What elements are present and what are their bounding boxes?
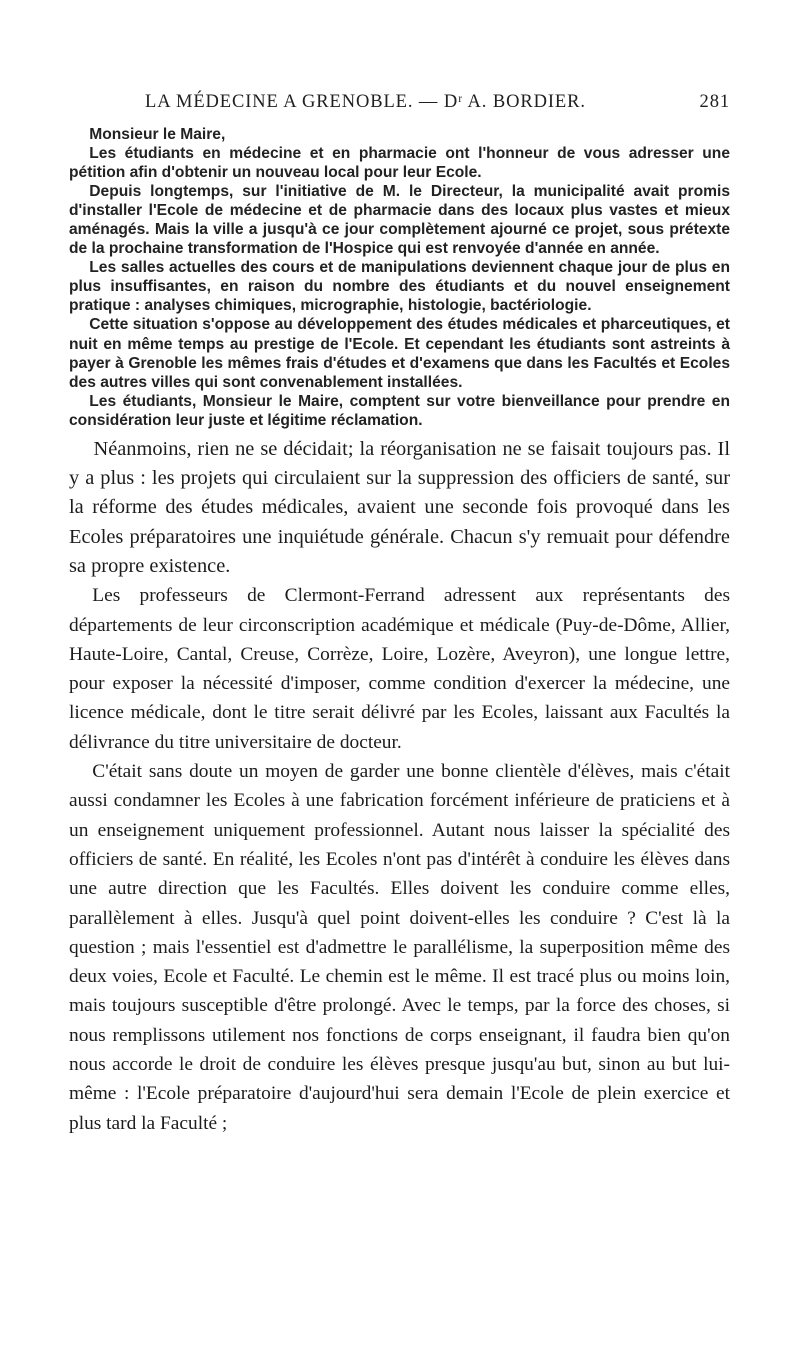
body-paragraph: Néanmoins, rien ne se décidait; la réorganisation ne se faisait toujours pas. Il y a plus : les projets qui circulaient sur la suppression des officiers de santé, sur la réforme des études médicales, avaient une seconde fois provoqué dans les Ecoles préparatoires une inquiétude générale. Chacun s'y remuait pour défendre sa propre existence. xyxy=(69,437,730,577)
quoted-petition-letter xyxy=(69,125,730,430)
body-text xyxy=(69,435,730,1138)
letter-paragraph: Les salles actuelles des cours et de manipulations deviennent chaque jour de plus en plus insuffisantes, en raison du nombre des étudiants et du nouvel enseignement pratique : analyses chimiques, micrographie, histologie, bactériologie. xyxy=(69,259,730,315)
body-paragraph: Les professeurs de Clermont-Ferrand adressent aux représentants des départements de leur circonscription académique et médicale (Puy-de-Dôme, Allier, Haute-Loire, Cantal, Creuse, Corrèze, Loire, Lozère, Aveyron), une longue lettre, pour exposer la nécessité d'imposer, comme condition d'exercer la médecine, une licence médicale, dont le titre serait délivré par les Ecoles, laissant aux Facultés la délivrance du titre universitaire de docteur. xyxy=(69,585,730,753)
letter-paragraph: Depuis longtemps, sur l'initiative de M. le Directeur, la municipalité avait promis d'installer l'Ecole de médecine et de pharmacie dans des locaux plus vastes et mieux aménagés. Mais la ville a jusqu'à ce jour complètement ajourné ce projet, sous prétexte de la prochaine transformation de l'Hospice qui est renvoyée d'année en année. xyxy=(69,183,730,258)
letter-paragraph: Les étudiants, Monsieur le Maire, comptent sur votre bienveillance pour prendre en considération leur juste et légitime réclamation. xyxy=(69,392,730,429)
running-head xyxy=(69,92,730,122)
letter-paragraph: Les étudiants en médecine et en pharmacie ont l'honneur de vous adresser une pétition afin d'obtenir un nouveau local pour leur Ecole. xyxy=(69,145,730,182)
page-number: 281 xyxy=(699,92,730,112)
running-title: LA MÉDECINE A GRENOBLE. — Dʳ A. BORDIER. xyxy=(145,92,586,112)
letter-paragraph: Cette situation s'oppose au développement des études médicales et pharceutiques, et nuit en même temps au prestige de l'Ecole. Et cependant les étudiants sont astreints à payer à Grenoble les mêmes frais d'études et d'examens que dans les Facultés et Ecoles des autres villes qui sont convenablement installées. xyxy=(69,316,730,391)
body-paragraph: C'était sans doute un moyen de garder une bonne clientèle d'élèves, mais c'était aussi condamner les Ecoles à une fabrication forcément inférieure de praticiens et à un enseignement uniquement professionnel. Autant nous laisser la spécialité des officiers de santé. En réalité, les Ecoles n'ont pas d'intérêt à conduire les élèves dans une autre direction que les Facultés. Elles doivent les conduire comme elles, parallèlement à elles. Jusqu'à quel point doivent-elles les conduire ? C'est là la question ; mais l'essentiel est d'admettre le parallélisme, la superposition même des deux voies, Ecole et Faculté. Le chemin est le même. Il est tracé plus ou moins loin, mais toujours susceptible d'être prolongé. Avec le temps, par la force des choses, si nous remplissons utilement nos fonctions de corps enseignant, il faudra bien qu'on nous accorde le droit de conduire les élèves presque jusqu'au but, sinon au but lui-même : l'Ecole préparatoire d'aujourd'hui sera demain l'Ecole de plein exercice et plus tard la Faculté ; xyxy=(69,761,730,1134)
letter-salutation: Monsieur le Maire, xyxy=(89,126,226,143)
